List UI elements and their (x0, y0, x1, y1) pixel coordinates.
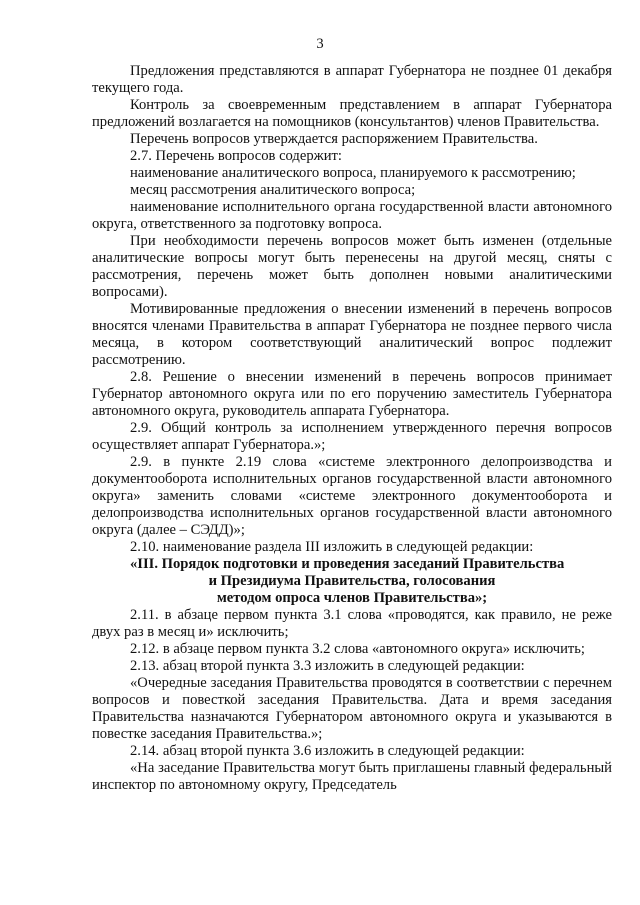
paragraph: месяц рассмотрения аналитического вопроса; (130, 182, 416, 198)
paragraph: 2.9. Общий контроль за исполнением утвержденного перечня вопросов осуществляет аппарат Губернатора.»; (92, 420, 612, 453)
paragraph: наименование аналитического вопроса, планируемого к рассмотрению; (130, 165, 576, 181)
paragraph: 2.8. Решение о внесении изменений в перечень вопросов принимает Губернатор автономного округа или по его поручению заместитель Губернатора автономного округа, руководитель аппарата Губернатора. (92, 369, 612, 419)
paragraph: 2.7. Перечень вопросов содержит: (130, 148, 342, 164)
paragraph: Предложения представляются в аппарат Губернатора не позднее 01 декабря текущего года. (92, 63, 612, 96)
paragraph: 2.10. наименование раздела III изложить в следующей редакции: (130, 539, 534, 555)
paragraph: При необходимости перечень вопросов может быть изменен (отдельные аналитические вопросы могут быть перенесены на другой месяц, сняты с рассмотрения, перечень может быть дополнен новыми аналитическими вопросами). (92, 233, 612, 300)
paragraph: 2.9. в пункте 2.19 слова «системе электронного делопроизводства и документооборота исполнительных органов государственной власти автономного округа» заменить словами «системе электронного документооборота и делопроизводства исполнительных органов государственной власти автономного округа (далее – СЭДД)»; (92, 454, 612, 538)
paragraph: Мотивированные предложения о внесении изменений в перечень вопросов вносятся членами Правительства в аппарат Губернатора не позднее первого числа месяца, в котором соответствующий аналитический вопрос подлежит рассмотрению. (92, 301, 612, 368)
paragraph: «На заседание Правительства могут быть приглашены главный федеральный инспектор по автономному округу, Председатель (92, 760, 612, 793)
paragraph: Перечень вопросов утверждается распоряжением Правительства. (130, 131, 538, 147)
paragraph: Контроль за своевременным представлением в аппарат Губернатора предложений возлагается на помощников (консультантов) членов Правительства. (92, 97, 612, 130)
paragraph: наименование исполнительного органа государственной власти автономного округа, ответственного за подготовку вопроса. (92, 199, 612, 232)
paragraph: 2.11. в абзаце первом пункта 3.1 слова «проводятся, как правило, не реже двух раз в месяц и» исключить; (92, 607, 612, 640)
paragraph: 2.12. в абзаце первом пункта 3.2 слова «автономного округа» исключить; (130, 641, 585, 657)
section-heading-line-3: методом опроса членов Правительства»; (216, 590, 488, 606)
paragraph: 2.14. абзац второй пункта 3.6 изложить в следующей редакции: (130, 743, 525, 759)
paragraph: 2.13. абзац второй пункта 3.3 изложить в следующей редакции: (130, 658, 525, 674)
paragraph: «Очередные заседания Правительства проводятся в соответствии с перечнем вопросов и повесткой заседания Правительства. Дата и время заседания Правительства назначаются Губернатором автономного округа и указываются в повестке заседания Правительства.»; (92, 675, 612, 742)
section-heading-line-2: и Президиума Правительства, голосования (208, 573, 496, 589)
page-number: 3 (316, 36, 324, 52)
section-heading-line-1: «III. Порядок подготовки и проведения заседаний Правительства (130, 556, 565, 572)
document-body (92, 63, 612, 794)
